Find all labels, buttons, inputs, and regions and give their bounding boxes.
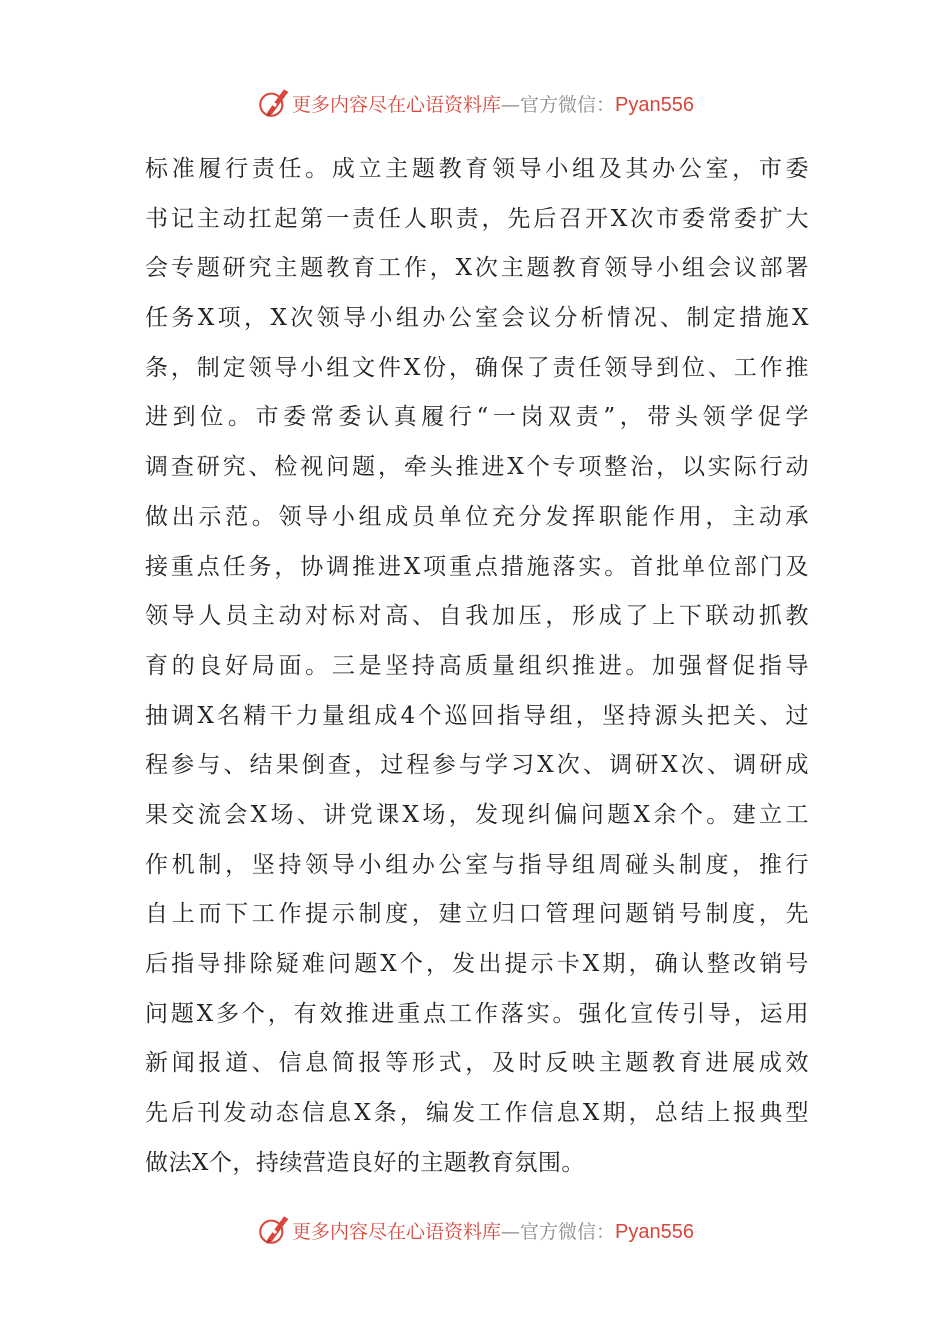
body-line: 条，制定领导小组文件X份，确保了责任领导到位、工作推	[145, 354, 809, 381]
header-wechat-id: Pyan556	[615, 93, 694, 116]
body-line: 会专题研究主题教育工作，X次主题教育领导小组会议部署	[145, 255, 809, 282]
footer-wechat-id: Pyan556	[615, 1220, 694, 1243]
body-line: 问题X多个，有效推进重点工作落实。强化宣传引导，运用	[145, 1000, 809, 1027]
body-line: 果交流会X场、讲党课X场，发现纠偏问题X余个。建立工	[145, 801, 809, 828]
header-banner-separator: —	[501, 93, 521, 116]
body-line: 调查研究、检视问题，牵头推进X个专项整治，以实际行动	[145, 454, 809, 481]
body-line: 先后刊发动态信息X条，编发工作信息X期，总结上报典型	[145, 1100, 809, 1127]
footer-banner-title: 更多内容尽在心语资料库	[292, 1220, 502, 1243]
body-line: 育的良好局面。三是坚持高质量组织推进。加强督促指导	[145, 652, 809, 679]
body-line: 自上而下工作提示制度，建立归口管理问题销号制度，先	[145, 901, 809, 928]
pen-logo-icon	[256, 1213, 290, 1247]
body-line: 程参与、结果倒查，过程参与学习X次、调研X次、调研成	[145, 752, 809, 779]
body-line: 书记主动扛起第一责任人职责，先后召开X次市委常委扩大	[145, 205, 809, 232]
body-line: 后指导排除疑难问题X个，发出提示卡X期，确认整改销号	[145, 951, 809, 977]
body-line: 领导人员主动对标对高、自我加压，形成了上下联动抓教	[145, 603, 809, 630]
body-line: 接重点任务，协调推进X项重点措施落实。首批单位部门及	[145, 553, 809, 580]
body-line: 进到位。市委常委认真履行“一岗双责”，带头领学促学	[145, 404, 809, 431]
header-banner	[0, 83, 950, 123]
footer-banner-text	[292, 1217, 694, 1244]
body-line: 做出示范。领导小组成员单位充分发挥职能作用，主动承	[145, 503, 809, 530]
body-line: 抽调X名精干力量组成4个巡回指导组，坚持源头把关、过	[145, 702, 809, 729]
footer-banner	[0, 1210, 950, 1250]
body-line: 作机制，坚持领导小组办公室与指导组周碰头制度，推行	[145, 851, 809, 878]
document-body	[145, 145, 809, 1188]
header-banner-text	[292, 90, 694, 117]
pen-logo-icon	[256, 86, 290, 120]
header-wechat-label: 官方微信：	[520, 93, 616, 116]
body-line: 新闻报道、信息简报等形式，及时反映主题教育进展成效	[145, 1050, 809, 1077]
body-line: 标准履行责任。成立主题教育领导小组及其办公室，市委	[145, 156, 809, 182]
body-line: 做法X个，持续营造良好的主题教育氛围。	[145, 1149, 585, 1176]
footer-banner-separator: —	[501, 1220, 521, 1243]
header-banner-title: 更多内容尽在心语资料库	[292, 93, 502, 116]
body-line: 任务X项，X次领导小组办公室会议分析情况、制定措施X	[145, 305, 809, 332]
footer-wechat-label: 官方微信：	[520, 1220, 616, 1243]
